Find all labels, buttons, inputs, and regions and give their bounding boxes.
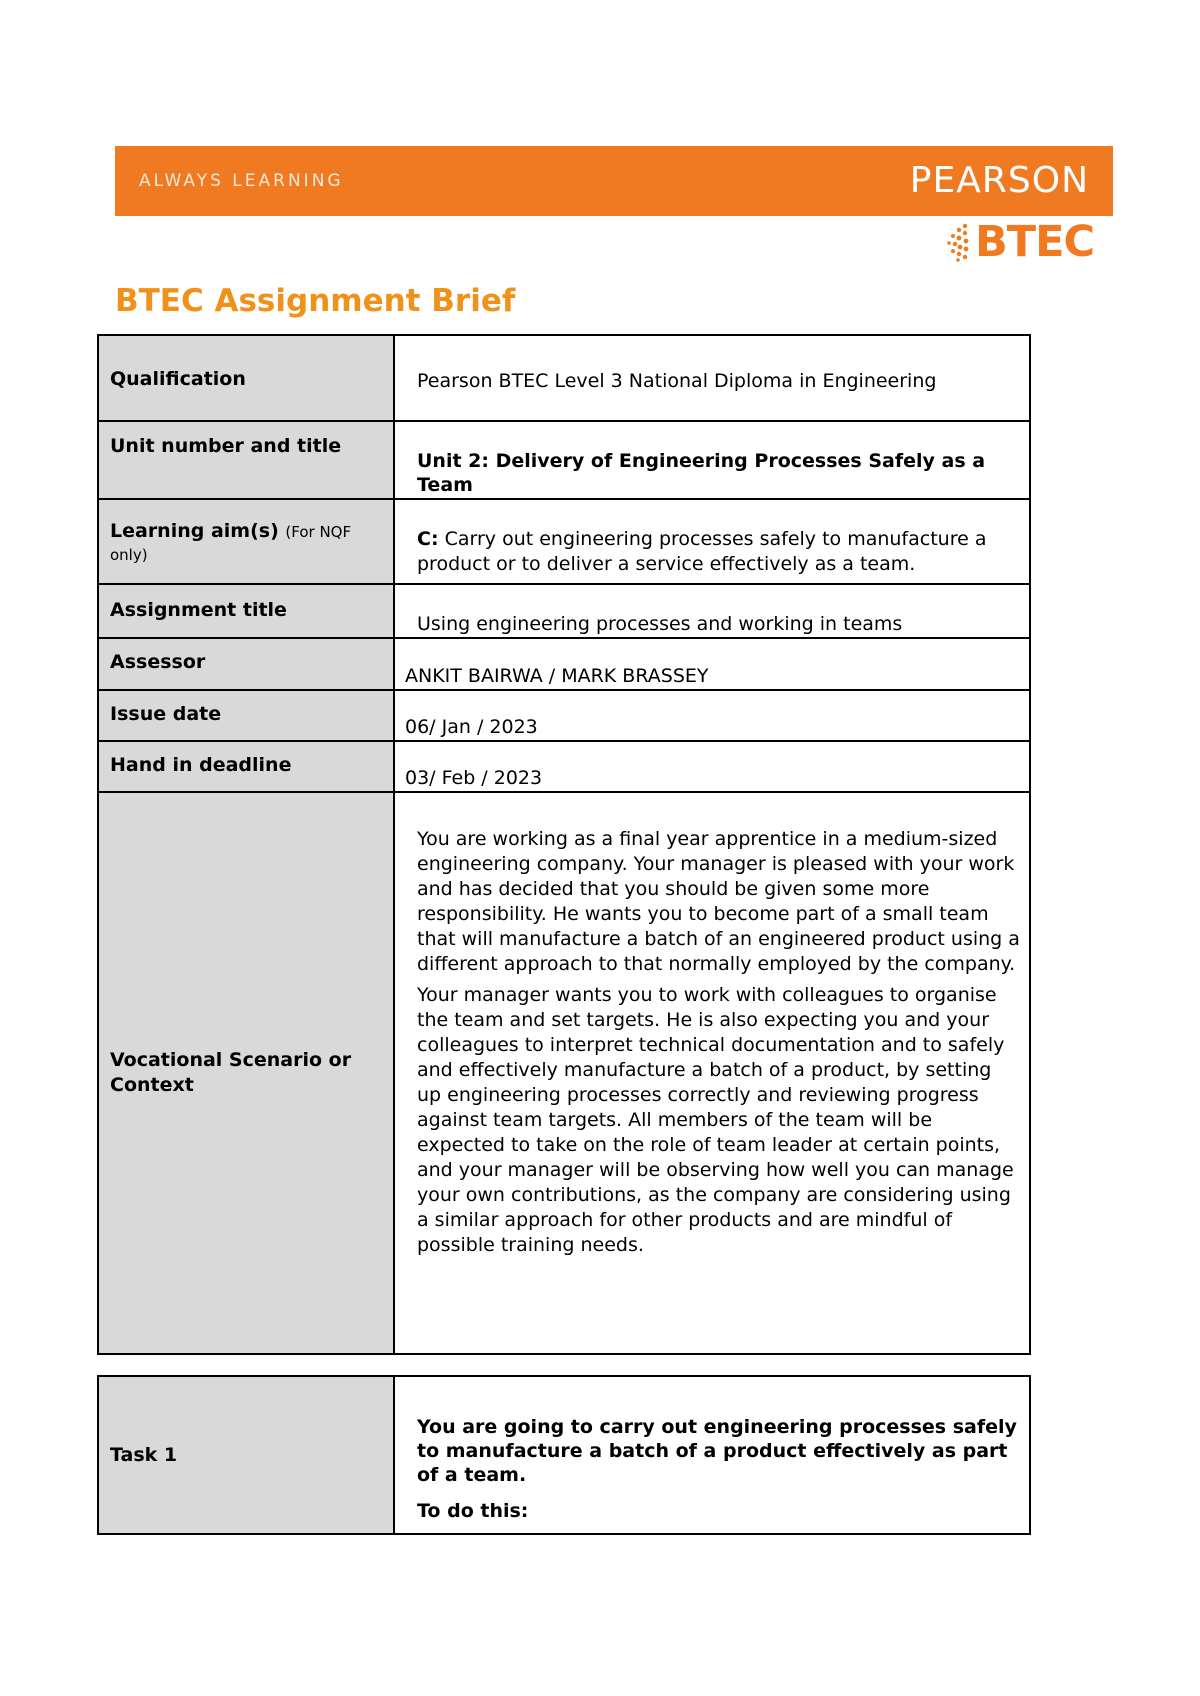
table-row — [98, 421, 1030, 499]
btec-wordmark: BTEC — [975, 217, 1095, 267]
scenario-paragraph: Your manager wants you to work with colleagues to organise the team and set targets. He is also expecting you and your colleagues to interpret technical documentation and to safely and effectively manufacture a batch of a product, by setting up engineering processes correctly and reviewing progress against team targets. All members of the team will be expected to take on the role of team leader at certain points, and your manager will be observing how well you can manage your own contributions, as the company are considering using a similar approach for other products and are mindful of possible training needs. — [417, 984, 1014, 1256]
table-row — [98, 690, 1030, 741]
scenario-label: Vocational Scenario or Context — [98, 792, 394, 1354]
brand-tagline: ALWAYS LEARNING — [139, 171, 344, 191]
qualification-label: Qualification — [98, 335, 394, 421]
btec-dots-icon — [945, 220, 971, 264]
learning-aim-note: (For NQF only) — [110, 523, 352, 564]
assignment-brief-table — [97, 334, 1031, 1355]
task-label: Task 1 — [98, 1376, 394, 1534]
learning-aim-value — [394, 499, 1030, 584]
brand-banner — [115, 146, 1113, 216]
pearson-logo: PEARSON — [909, 160, 1089, 201]
unit-value: Unit 2: Delivery of Engineering Processes Safely as a Team — [394, 421, 1030, 499]
table-row — [98, 1376, 1030, 1534]
table-row — [98, 584, 1030, 638]
task-value — [394, 1376, 1030, 1534]
scenario-paragraph: You are working as a final year apprentice in a medium-sized engineering company. Your manager is pleased with your work and has decided that you should be given some more responsibility. He wants you to become part of a small team that will manufacture a batch of an engineered product using a different approach to that normally employed by the company. — [417, 828, 1020, 975]
unit-label: Unit number and title — [98, 421, 394, 499]
learning-aim-label — [98, 499, 394, 584]
table-row — [98, 741, 1030, 792]
assignment-title-label: Assignment title — [98, 584, 394, 638]
deadline-label: Hand in deadline — [98, 741, 394, 792]
issue-date-label: Issue date — [98, 690, 394, 741]
scenario-value — [394, 792, 1030, 1354]
learning-aim-label-text: Learning aim(s) — [110, 520, 279, 542]
task-instruction: To do this: — [417, 1500, 529, 1522]
assignment-title-value: Using engineering processes and working in teams — [394, 584, 1030, 638]
deadline-value: 03/ Feb / 2023 — [394, 741, 1030, 792]
page-title: BTEC Assignment Brief — [115, 283, 516, 319]
task-table — [97, 1375, 1031, 1535]
learning-aim-prefix: C: — [417, 528, 439, 550]
table-row — [98, 792, 1030, 1354]
issue-date-value: 06/ Jan / 2023 — [394, 690, 1030, 741]
assessor-value: ANKIT BAIRWA / MARK BRASSEY — [394, 638, 1030, 690]
table-row — [98, 499, 1030, 584]
task-statement: You are going to carry out engineering processes safely to manufacture a batch of a product effectively as part of a team. — [417, 1416, 1017, 1486]
table-row — [98, 638, 1030, 690]
assessor-label: Assessor — [98, 638, 394, 690]
learning-aim-text: Carry out engineering processes safely to manufacture a product or to deliver a service effectively as a team. — [417, 528, 987, 575]
table-row — [98, 335, 1030, 421]
btec-logo — [945, 218, 1094, 266]
qualification-value: Pearson BTEC Level 3 National Diploma in Engineering — [394, 335, 1030, 421]
